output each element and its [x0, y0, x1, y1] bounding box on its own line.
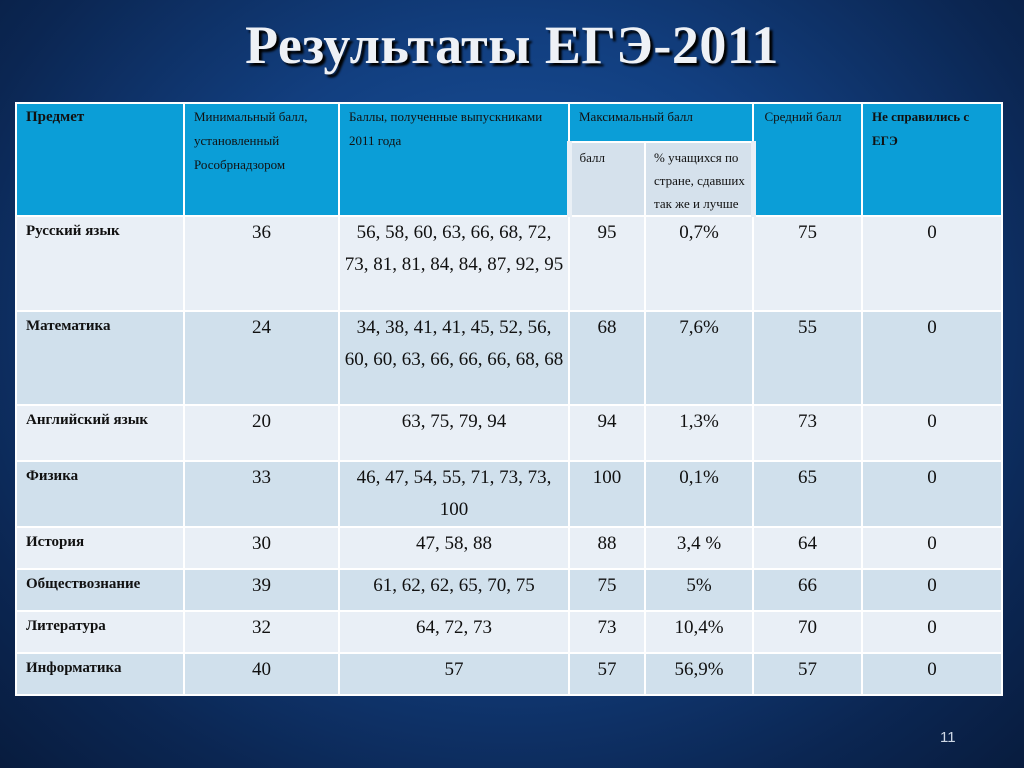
- row-percent: 3,4 %: [645, 527, 753, 569]
- row-percent: 5%: [645, 569, 753, 611]
- row-failed: 0: [862, 461, 1002, 527]
- row-scores: 64, 72, 73: [339, 611, 569, 653]
- subheader-max-score: балл: [569, 142, 645, 216]
- row-failed: 0: [862, 311, 1002, 405]
- row-scores: 46, 47, 54, 55, 71, 73, 73, 100: [339, 461, 569, 527]
- row-scores: 61, 62, 62, 65, 70, 75: [339, 569, 569, 611]
- row-avg-score: 70: [753, 611, 862, 653]
- row-max-score: 88: [569, 527, 645, 569]
- table-row: [16, 405, 1002, 461]
- table-row: [16, 611, 1002, 653]
- header-avg-score: Средний балл: [753, 103, 862, 216]
- row-subject: Информатика: [16, 653, 184, 695]
- row-avg-score: 73: [753, 405, 862, 461]
- table-row: [16, 527, 1002, 569]
- row-percent: 0,1%: [645, 461, 753, 527]
- row-subject: Физика: [16, 461, 184, 527]
- row-min-score: 40: [184, 653, 339, 695]
- row-avg-score: 55: [753, 311, 862, 405]
- table-row: [16, 311, 1002, 405]
- row-subject: История: [16, 527, 184, 569]
- row-scores: 57: [339, 653, 569, 695]
- row-min-score: 20: [184, 405, 339, 461]
- row-min-score: 36: [184, 216, 339, 311]
- row-subject: Английский язык: [16, 405, 184, 461]
- row-max-score: 94: [569, 405, 645, 461]
- subheader-percent: % учащихся по стране, сдавших так же и лучше: [645, 142, 753, 216]
- table-row: [16, 461, 1002, 527]
- row-max-score: 73: [569, 611, 645, 653]
- results-table: [15, 102, 1003, 696]
- row-min-score: 30: [184, 527, 339, 569]
- row-percent: 56,9%: [645, 653, 753, 695]
- header-min-score: Минимальный балл, установленный Рособрнадзором: [184, 103, 339, 216]
- table-row: [16, 653, 1002, 695]
- row-max-score: 95: [569, 216, 645, 311]
- row-failed: 0: [862, 569, 1002, 611]
- row-percent: 7,6%: [645, 311, 753, 405]
- row-max-score: 75: [569, 569, 645, 611]
- row-failed: 0: [862, 216, 1002, 311]
- row-failed: 0: [862, 653, 1002, 695]
- header-failed: Не справились с ЕГЭ: [862, 103, 1002, 216]
- row-failed: 0: [862, 527, 1002, 569]
- row-avg-score: 65: [753, 461, 862, 527]
- header-subject: Предмет: [16, 103, 184, 216]
- row-percent: 0,7%: [645, 216, 753, 311]
- row-max-score: 100: [569, 461, 645, 527]
- row-scores: 34, 38, 41, 41, 45, 52, 56, 60, 60, 63, 66, 66, 66, 68, 68: [339, 311, 569, 405]
- header-scores: Баллы, полученные выпускниками 2011 года: [339, 103, 569, 216]
- row-min-score: 24: [184, 311, 339, 405]
- row-percent: 10,4%: [645, 611, 753, 653]
- row-avg-score: 57: [753, 653, 862, 695]
- row-scores: 63, 75, 79, 94: [339, 405, 569, 461]
- row-percent: 1,3%: [645, 405, 753, 461]
- row-avg-score: 66: [753, 569, 862, 611]
- row-subject: Русский язык: [16, 216, 184, 311]
- header-max-score: Максимальный балл: [569, 103, 753, 142]
- row-max-score: 68: [569, 311, 645, 405]
- row-subject: Математика: [16, 311, 184, 405]
- table-row: [16, 216, 1002, 311]
- row-max-score: 57: [569, 653, 645, 695]
- slide-title: Результаты ЕГЭ-2011: [245, 15, 779, 75]
- row-failed: 0: [862, 611, 1002, 653]
- row-scores: 56, 58, 60, 63, 66, 68, 72, 73, 81, 81, 84, 84, 87, 92, 95: [339, 216, 569, 311]
- row-min-score: 39: [184, 569, 339, 611]
- page-number: 11: [940, 729, 956, 746]
- row-failed: 0: [862, 405, 1002, 461]
- row-min-score: 33: [184, 461, 339, 527]
- row-scores: 47, 58, 88: [339, 527, 569, 569]
- table-row: [16, 569, 1002, 611]
- row-avg-score: 64: [753, 527, 862, 569]
- row-subject: Обществознание: [16, 569, 184, 611]
- table-header-row: [16, 103, 1002, 142]
- row-min-score: 32: [184, 611, 339, 653]
- row-subject: Литература: [16, 611, 184, 653]
- row-avg-score: 75: [753, 216, 862, 311]
